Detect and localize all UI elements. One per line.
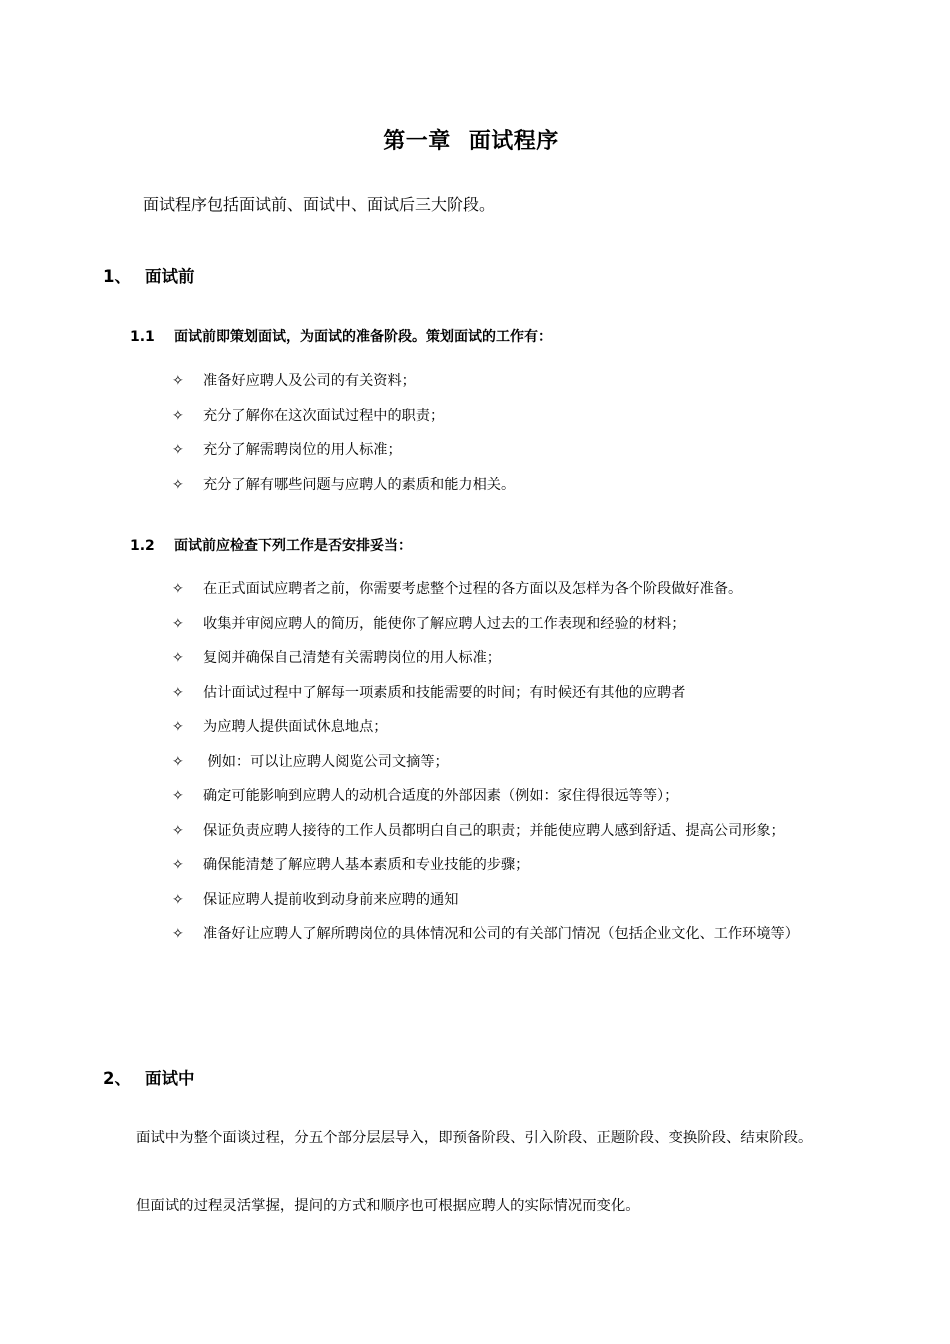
diamond-bullet-icon: ✧ [172, 684, 184, 701]
subsection-1-2-list [172, 572, 852, 952]
section-2-paragraph-2: 但面试的过程灵活掌握，提问的方式和顺序也可根据应聘人的实际情况而变化。 [136, 1198, 640, 1214]
diamond-bullet-icon: ✧ [172, 581, 184, 597]
list-item: ✧ 确保能清楚了解应聘人基本素质和专业技能的步骤； [172, 848, 852, 883]
section-1-number: 1、 [103, 267, 131, 286]
list-item: ✧ 为应聘人提供面试休息地点； [172, 710, 852, 745]
list-item: ✧ 准备好让应聘人了解所聘岗位的具体情况和公司的有关部门情况（包括企业文化、工作环境等） [172, 917, 852, 952]
diamond-bullet-icon: ✧ [172, 615, 184, 632]
list-item: ✧ 充分了解需聘岗位的用人标准； [172, 433, 852, 468]
list-item: ✧ 估计面试过程中了解每一项素质和技能需要的时间；有时候还有其他的应聘者 [172, 676, 852, 711]
diamond-bullet-icon: ✧ [172, 407, 184, 424]
list-item: ✧ 复阅并确保自己清楚有关需聘岗位的用人标准； [172, 641, 852, 676]
diamond-bullet-icon: ✧ [172, 753, 184, 770]
subsection-1-2-title: 面试前应检查下列工作是否安排妥当： [174, 538, 412, 554]
list-item: ✧ 收集并审阅应聘人的简历，能使你了解应聘人过去的工作表现和经验的材料； [172, 607, 852, 642]
subsection-1-1-title: 面试前即策划面试，为面试的准备阶段。策划面试的工作有： [174, 329, 552, 345]
section-1-heading [103, 263, 195, 287]
diamond-bullet-icon: ✧ [172, 788, 184, 804]
section-2-number: 2、 [103, 1069, 131, 1088]
list-item: ✧ 充分了解你在这次面试过程中的职责； [172, 399, 852, 434]
diamond-bullet-icon: ✧ [172, 719, 184, 735]
list-item: ✧ 在正式面试应聘者之前，你需要考虑整个过程的各方面以及怎样为各个阶段做好准备。 [172, 572, 852, 607]
diamond-bullet-icon: ✧ [172, 476, 184, 493]
diamond-bullet-icon: ✧ [172, 373, 184, 389]
section-2-paragraph-1: 面试中为整个面谈过程，分五个部分层层导入，即预备阶段、引入阶段、正题阶段、变换阶段、结束阶段。 [136, 1130, 813, 1146]
subsection-1-1-number: 1.1 [130, 329, 155, 345]
list-item: ✧ 准备好应聘人及公司的有关资料； [172, 364, 852, 399]
section-2-heading [103, 1065, 195, 1089]
diamond-bullet-icon: ✧ [172, 926, 184, 942]
subsection-1-2-heading [130, 535, 412, 555]
list-item: ✧ 例如：可以让应聘人阅览公司文摘等； [172, 745, 852, 780]
diamond-bullet-icon: ✧ [172, 857, 184, 873]
intro-paragraph: 面试程序包括面试前、面试中、面试后三大阶段。 [143, 195, 496, 214]
diamond-bullet-icon: ✧ [172, 442, 184, 458]
diamond-bullet-icon: ✧ [172, 891, 184, 908]
list-item: ✧ 保证负责应聘人接待的工作人员都明白自己的职责；并能使应聘人感到舒适、提高公司形象； [172, 814, 852, 849]
chapter-title [0, 124, 942, 155]
diamond-bullet-icon: ✧ [172, 650, 184, 666]
chapter-title-number: 第一章 [383, 129, 451, 154]
section-1-title: 面试前 [145, 267, 195, 286]
diamond-bullet-icon: ✧ [172, 822, 184, 839]
list-item: ✧ 充分了解有哪些问题与应聘人的素质和能力相关。 [172, 468, 852, 503]
subsection-1-1-list [172, 364, 852, 502]
section-2-title: 面试中 [145, 1069, 195, 1088]
list-item: ✧ 保证应聘人提前收到动身前来应聘的通知 [172, 883, 852, 918]
subsection-1-1-heading [130, 326, 552, 346]
chapter-title-text: 面试程序 [468, 129, 559, 154]
list-item: ✧ 确定可能影响到应聘人的动机合适度的外部因素（例如：家住得很远等等）； [172, 779, 852, 814]
subsection-1-2-number: 1.2 [130, 538, 155, 554]
